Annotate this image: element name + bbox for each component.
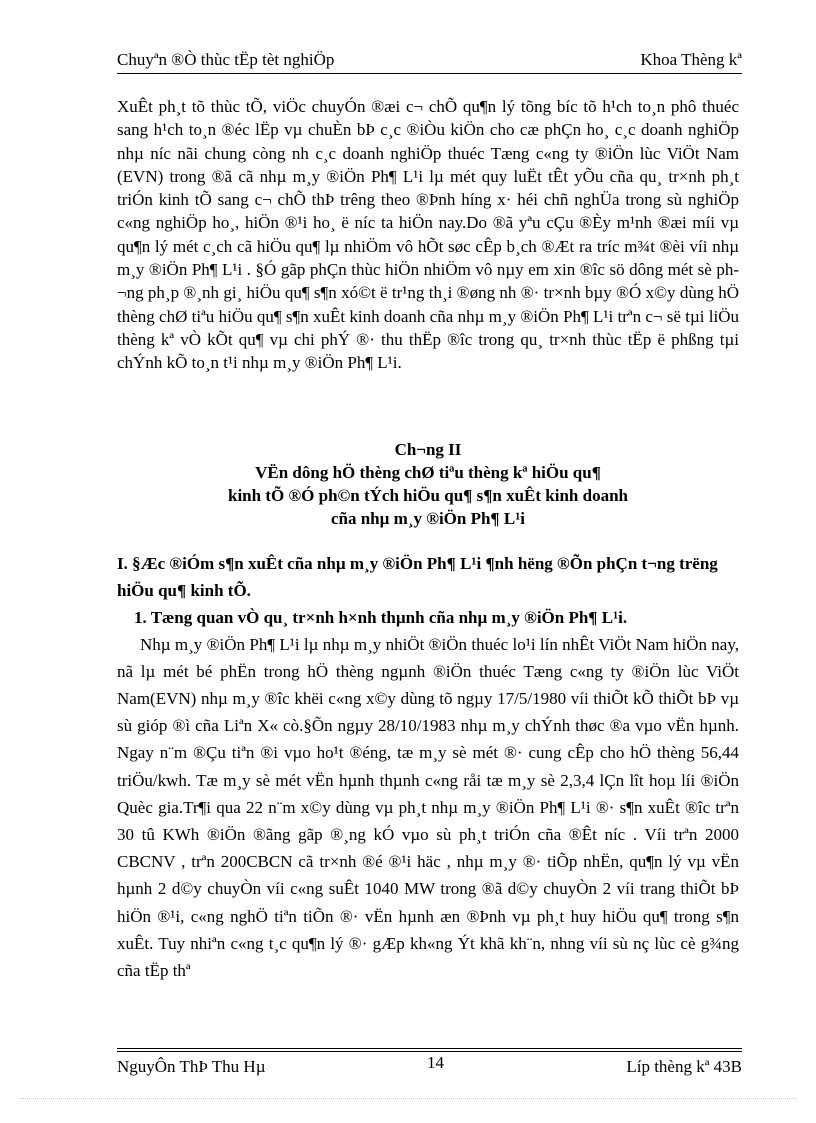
page-number: 14 [427, 1053, 444, 1072]
chapter-title-line-3: cña nhµ m¸y ®iÖn Ph¶ L¹i [330, 508, 526, 528]
body-paragraph: Nhµ m¸y ®iÖn Ph¶ L¹i lµ nhµ m¸y nhiÖt ®iÖn thuéc lo¹i lín nhÊt ViÖt Nam hiÖn nay, nã lµ mét bé phËn trong hÖ thèng ngµnh ®iÖn thuéc Tæng c«ng ty ®iÖn lùc ViÖt Nam(EVN) nhµ m¸y ®îc khëi c«ng x©y dùng tõ ngµy 17/5/1980 víi thiÕt kÕ thiÕt bÞ vµ sù gióp ®ì cña Liªn X« cò.§Õn ngµy 28/10/1983 nhµ m¸y chÝnh thøc ®a vµo vËn hµnh. Ngay n¨m ®Çu tiªn ®i vµo ho¹t ®éng, tæ m¸y sè mét ®· cung cÊp cho hÖ thèng 56,44 triÖu/kwh. Tæ m¸y sè mét vËn hµnh thµnh c«ng råi tæ m¸y sè 2,3,4 lÇn lît hoµ líi ®iÖn Quèc gia.Tr¶i qua 22 n¨m x©y dùng vµ ph¸t nhµ m¸y ®iÖn Ph¶ L¹i ®· s¶n xuÊt ®îc trªn 30 tû KWh ®iÖn ®ãng gãp ®¸ng kÓ vµo sù ph¸t triÓn cña ®Êt níc . Víi trªn 2000 CBCNV , trªn 200CBCN cã tr×nh ®é ®¹i häc , nhµ m¸y ®· tiÕp nhËn, qu¶n lý vµ vËn hµnh 2 d©y chuyÒn víi c«ng suÊt 1040 MW trong ®ã d©y chuyÒn 2 víi trang thiÕt bÞ hiÖn ®¹i, c«ng nghÖ tiªn tiÕn ®· vËn hµnh æn ®Þnh vµ ph¸t huy hiÖu qu¶ trong s¶n xuÊt. Tuy nhiªn c«ng t¸c qu¶n lý ®· gÆp kh«ng Ýt khã kh¨n, nhng víi sù nç lùc cè g¾ng cña tËp thª [117, 634, 739, 980]
intro-paragraph: XuÊt ph¸t tõ thùc tÕ, viÖc chuyÓn ®æi c¬ chÕ qu¶n lý tõng bíc tõ h¹ch to¸n phô thuéc sang h¹ch to¸n ®éc lËp vµ chuÈn bÞ c¸c ®iÒu kiÖn cho cæ phÇn ho¸ c¸c doanh nghiÖp nhµ níc nãi chung còng nh c¸c doanh nghiÖp thuéc Tæng c«ng ty ®iÖn lùc ViÖt Nam (EVN) trong ®ã cã nhµ m¸y ®iÖn Ph¶ L¹i lµ mét quy luËt tÊt yÕu cña qu¸ tr×nh ph¸t triÓn kinh tÕ sang c¬ chÕ thÞ trêng theo ®Þnh híng x· héi chñ nghÜa trong sù nghiÖp c«ng nghiÖp ho¸, hiÖn ®¹i ho¸ ë níc ta hiÖn nay.Do ®ã yªu cÇu ®Èy m¹nh ®æi míi vµ qu¶n lý mét c¸ch cã hiÖu qu¶ lµ nhiÖm vô hÕt søc cÊp b¸ch ®Æt ra tríc m¾t ®èi víi nhµ m¸y ®iÖn Ph¶ L¹i . §Ó gãp phÇn thùc hiÖn nhiÖm vô nµy em xin ®îc sö dông mét sè ph¬ng ph¸p ®¸nh gi¸ hiÖu qu¶ s¶n xó©t ë tr¹ng th¸i ®øng nh ®· tr×nh bµy ®Ó x©y dùng hÖ thèng chØ tiªu hiÖu qu¶ s¶n xuÊt kinh doanh cña nhµ m¸y ®iÖn Ph¶ L¹i trªn c¬ së tµi liÖu thèng kª vÒ kÕt qu¶ vµ chi phÝ ®· thu thËp ®îc trong qu¸ tr×nh thùc tËp ë phßng tµi chÝnh kÕ to¸n t¹i nhµ m¸y ®iÖn Ph¶ L¹i. [117, 97, 739, 373]
page-header [117, 50, 742, 72]
section-heading: I. §Æc ®iÓm s¶n xuÊt cña nhµ m¸y ®iÖn Ph¶ L¹i ¶nh hëng ®Õn phÇn t¬ng trëng hiÖu qu¶ kinh tÕ. [117, 553, 718, 600]
header-department: Khoa Thèng kª [640, 50, 742, 69]
header-document-title: Chuyªn ®Ò thùc tËp tèt nghiÖp [117, 50, 335, 69]
footer-author: NguyÔn ThÞ Thu Hµ [117, 1057, 266, 1076]
chapter-number: Ch¬ng II [394, 439, 462, 459]
footer-rule [117, 1048, 742, 1052]
chapter-title-line-2: kinh tÕ ®Ó ph©n tÝch hiÖu qu¶ s¶n xuÊt kinh doanh [228, 485, 628, 505]
chapter-heading [117, 438, 739, 530]
subsection-heading: 1. Tæng quan vÒ qu¸ tr×nh h×nh thµnh cña nhµ m¸y ®iÖn Ph¶ L¹i. [134, 607, 628, 627]
footer-class: Líp thèng kª 43B [626, 1057, 742, 1076]
page-content [117, 95, 739, 984]
page-edge-divider [20, 1098, 796, 1099]
header-rule [117, 73, 742, 74]
chapter-title-line-1: VËn dông hÖ thèng chØ tiªu thèng kª hiÖu qu¶ [255, 462, 601, 482]
page-footer [117, 1053, 742, 1079]
